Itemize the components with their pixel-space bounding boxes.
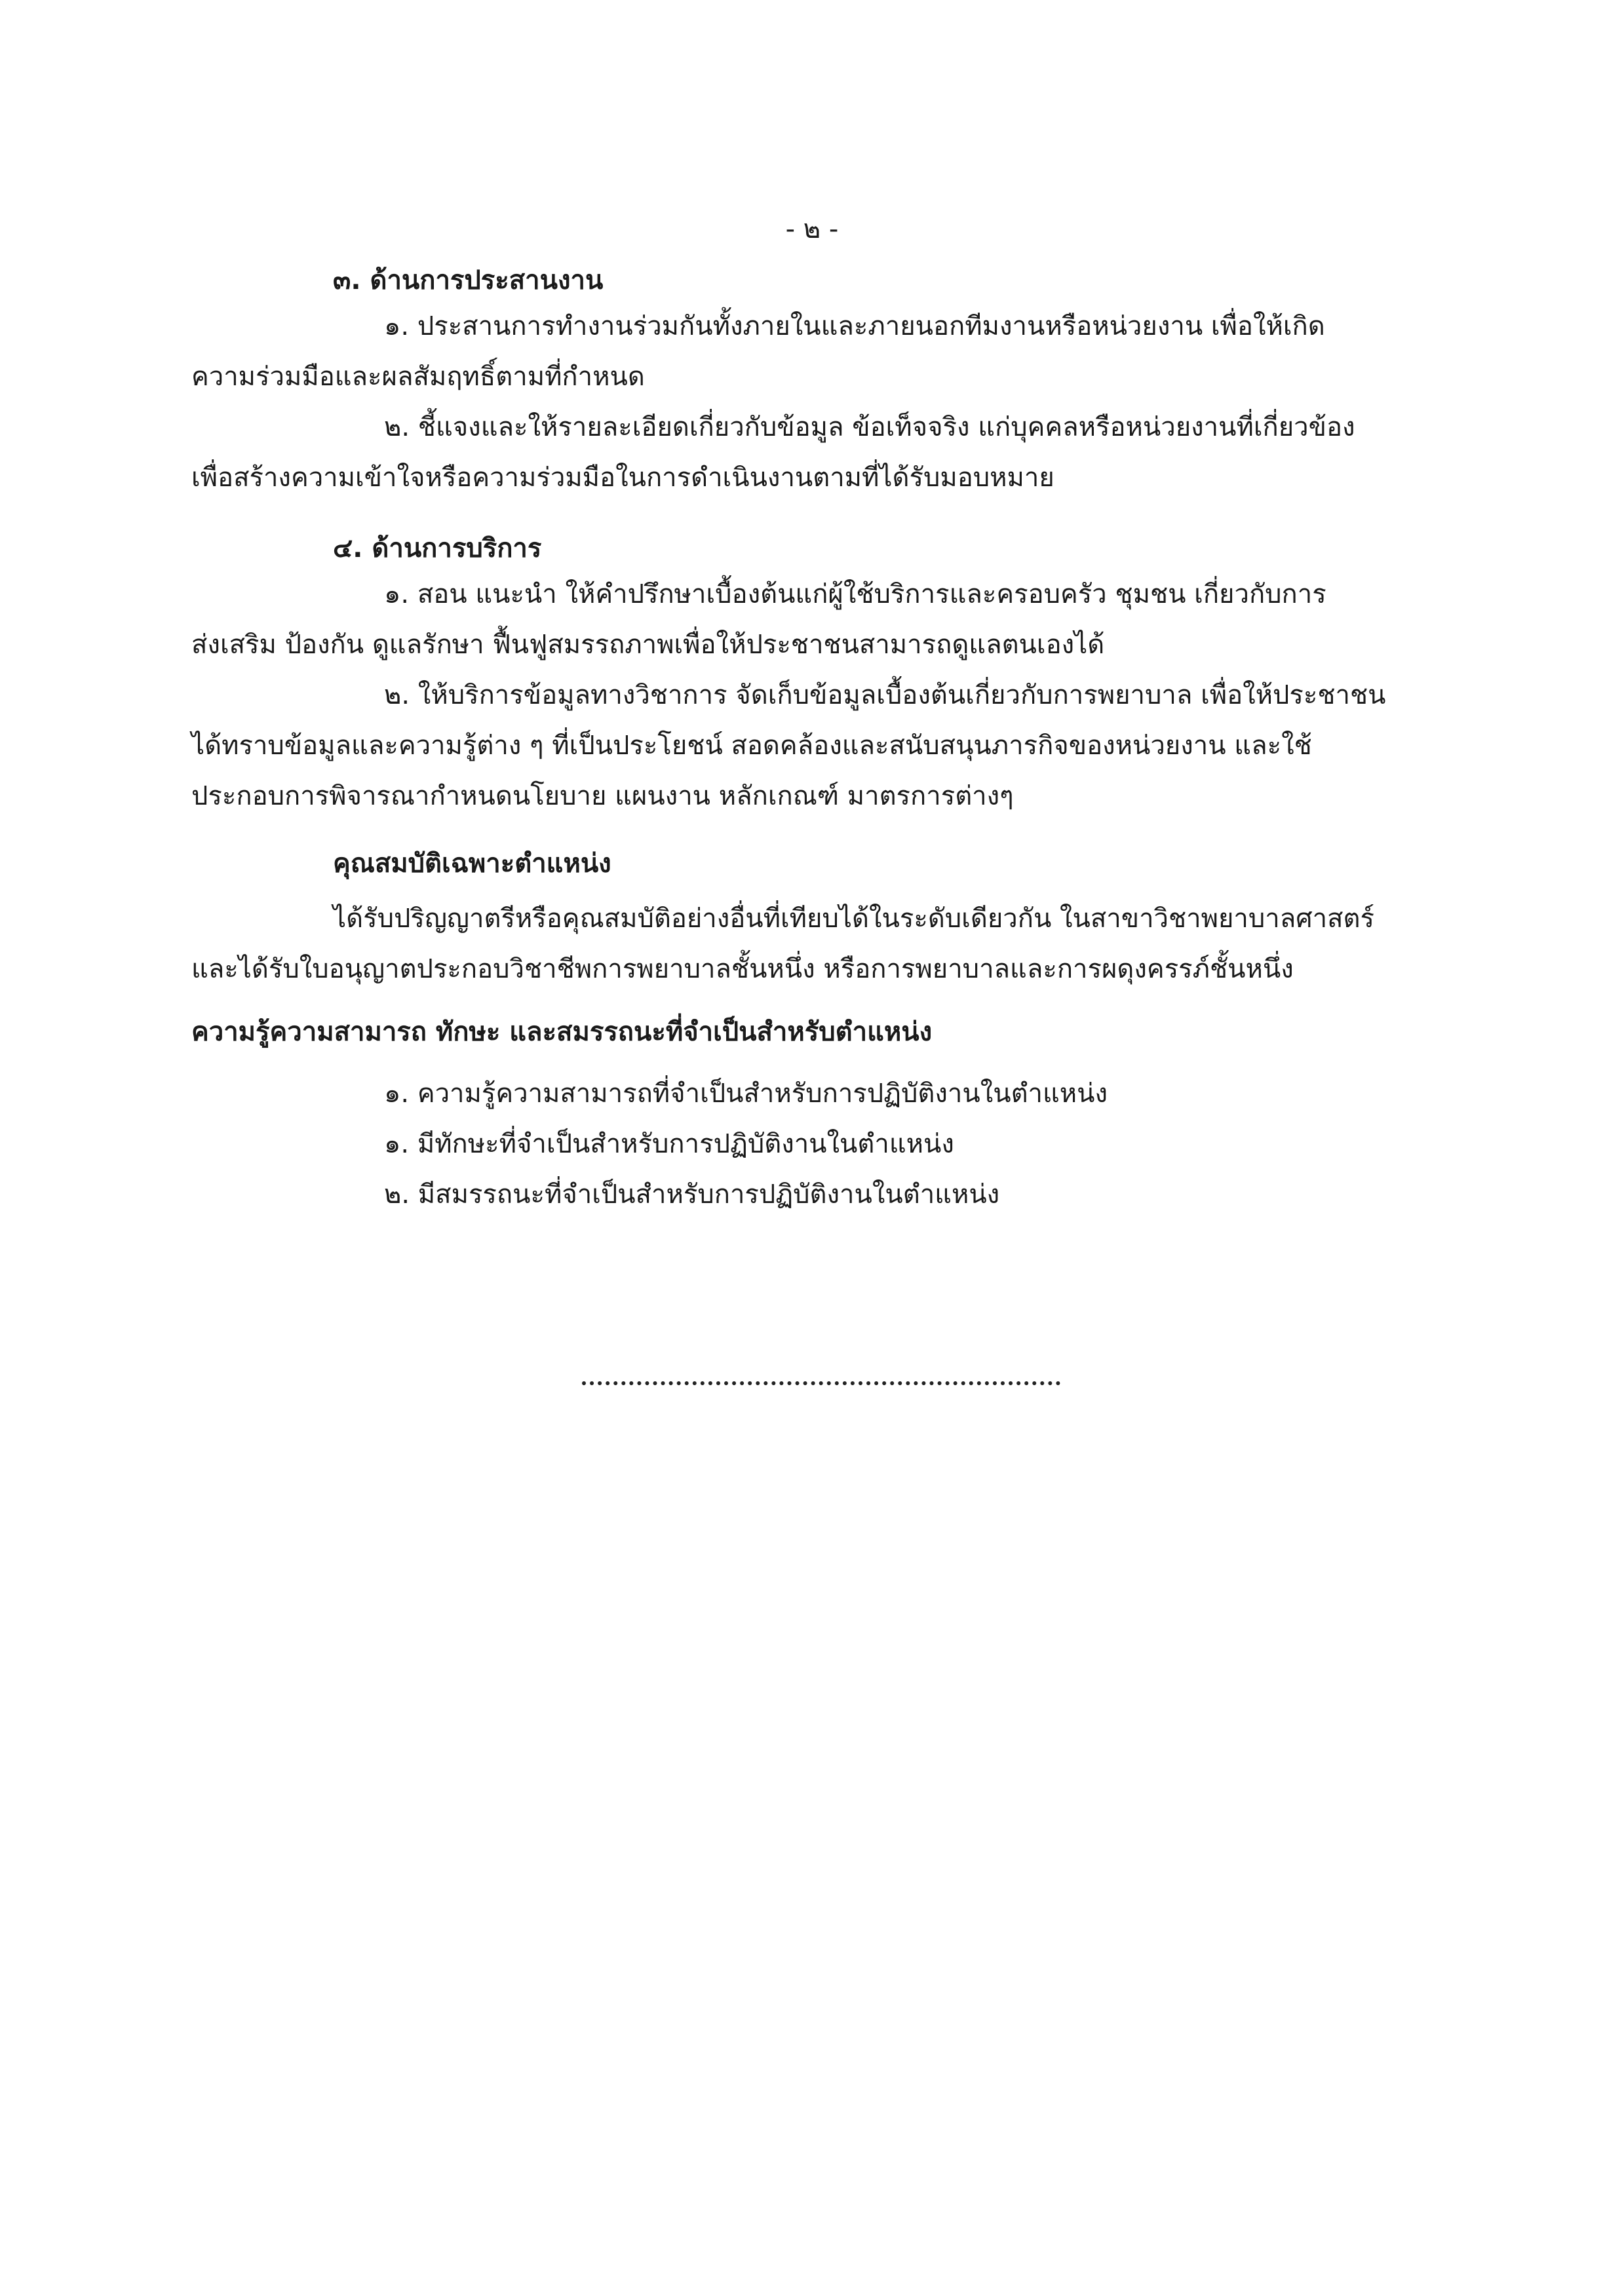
competency-item: ๑. มีทักษะที่จำเป็นสำหรับการปฏิบัติงานในตำแหน่ง (384, 1129, 954, 1159)
end-dotted-rule (582, 1381, 1060, 1385)
competency-item: ๑. ความรู้ความสามารถที่จำเป็นสำหรับการปฏิบัติงานในตำแหน่ง (384, 1079, 1108, 1109)
section3-item1-line2: ความร่วมมือและผลสัมฤทธิ์ตามที่กำหนด (191, 362, 645, 392)
section3-item1-line1: ๑. ประสานการทำงานร่วมกันทั้งภายในและภายนอกทีมงานหรือหน่วยงาน เพื่อให้เกิด (384, 311, 1325, 341)
section4-item2-line3: ประกอบการพิจารณากำหนดนโยบาย แผนงาน หลักเกณฑ์ มาตรการต่างๆ (191, 781, 1014, 811)
qualifications-line2: และได้รับใบอนุญาตประกอบวิชาชีพการพยาบาลชั้นหนึ่ง หรือการพยาบาลและการผดุงครรภ์ชั้นหนึ่ง (191, 954, 1294, 984)
page-number: - ๒ - (785, 214, 839, 244)
qualifications-heading: คุณสมบัติเฉพาะตำแหน่ง (333, 849, 611, 879)
section3-heading: ๓. ด้านการประสานงาน (333, 265, 604, 296)
section3-item2-line2: เพื่อสร้างความเข้าใจหรือความร่วมมือในการดำเนินงานตามที่ได้รับมอบหมาย (191, 463, 1054, 493)
section3-item2-line1: ๒. ชี้แจงและให้รายละเอียดเกี่ยวกับข้อมูล ข้อเท็จจริง แก่บุคคลหรือหน่วยงานที่เกี่ยวข้อง (384, 412, 1355, 442)
competency-heading: ความรู้ความสามารถ ทักษะ และสมรรถนะที่จำเป็นสำหรับตำแหน่ง (191, 1017, 933, 1047)
section4-heading: ๔. ด้านการบริการ (333, 533, 542, 564)
section4-item2-line1: ๒. ให้บริการข้อมูลทางวิชาการ จัดเก็บข้อมูลเบื้องต้นเกี่ยวกับการพยาบาล เพื่อให้ประชาชน (384, 680, 1386, 710)
section4-item1-line1: ๑. สอน แนะนำ ให้คำปรึกษาเบื้องต้นแก่ผู้ใช้บริการและครอบครัว ชุมชน เกี่ยวกับการ (384, 579, 1326, 609)
competency-item: ๒. มีสมรรถนะที่จำเป็นสำหรับการปฏิบัติงานในตำแหน่ง (384, 1179, 1000, 1210)
section4-item1-line2: ส่งเสริม ป้องกัน ดูแลรักษา ฟื้นฟูสมรรถภาพเพื่อให้ประชาชนสามารถดูแลตนเองได้ (191, 630, 1105, 660)
qualifications-line1: ได้รับปริญญาตรีหรือคุณสมบัติอย่างอื่นที่เทียบได้ในระดับเดียวกัน ในสาขาวิชาพยาบาลศาสตร์ (333, 904, 1374, 934)
section4-item2-line2: ได้ทราบข้อมูลและความรู้ต่าง ๆ ที่เป็นประโยชน์ สอดคล้องและสนับสนุนภารกิจของหน่วยงาน และใช้ (191, 731, 1312, 761)
